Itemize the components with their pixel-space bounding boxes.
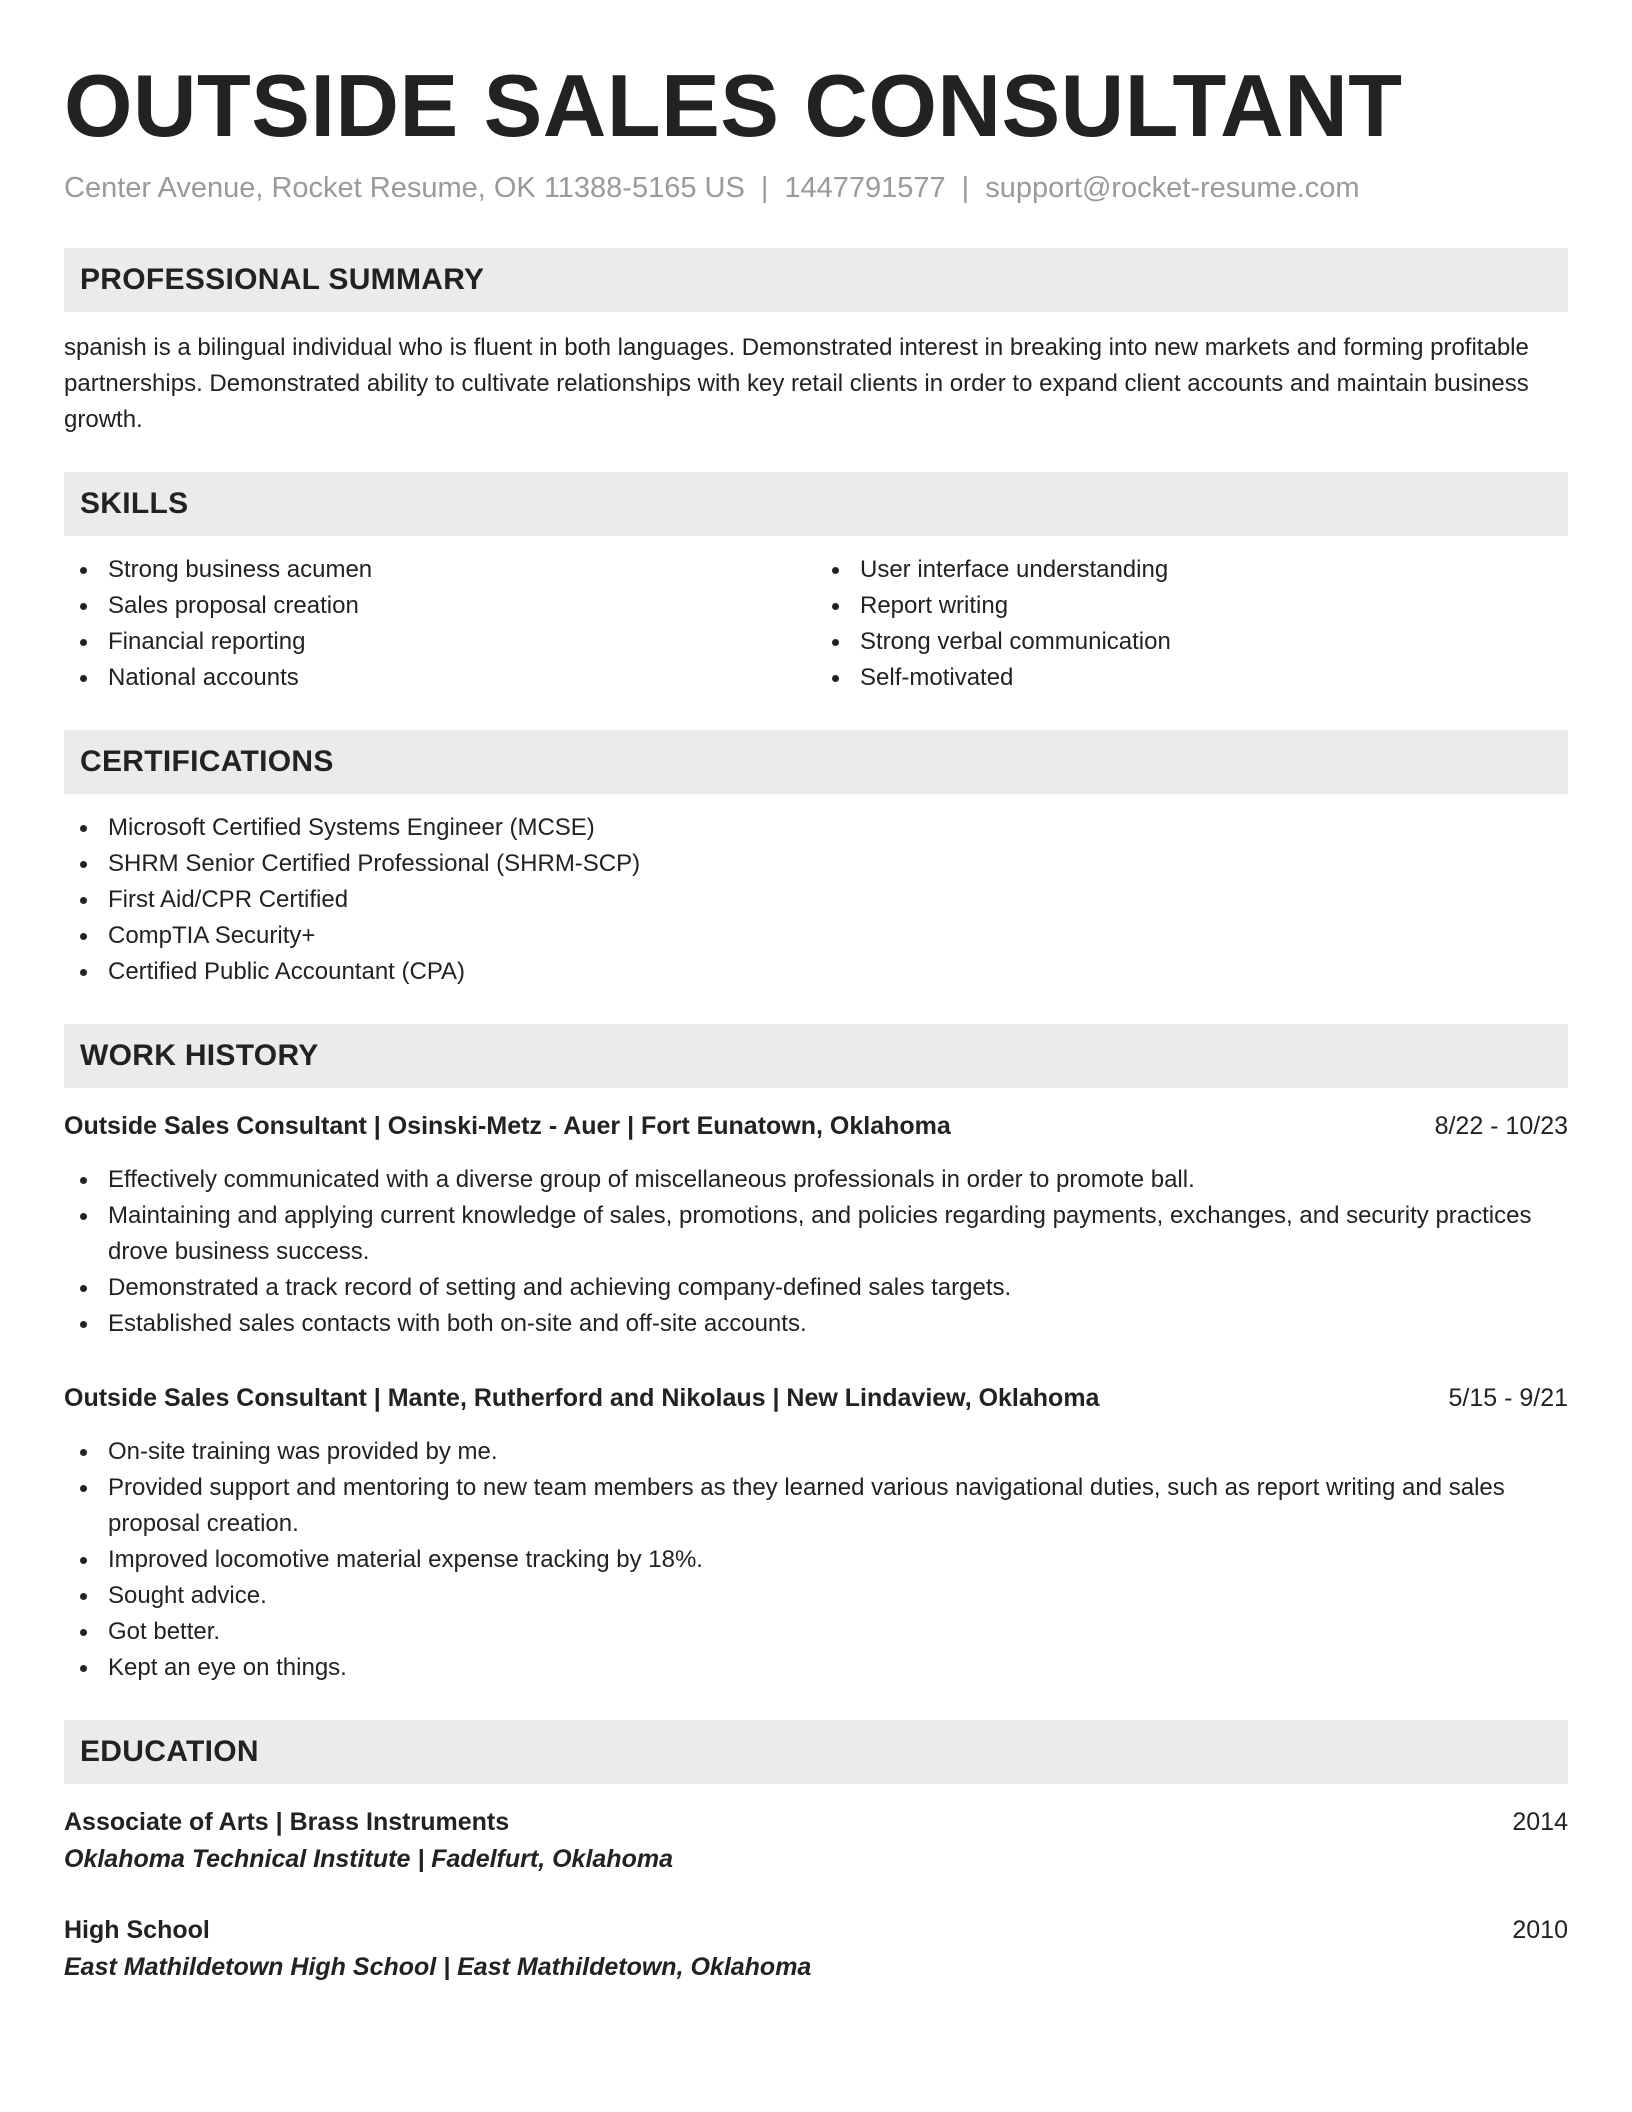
certification-item: Certified Public Accountant (CPA)	[64, 954, 1568, 990]
section-heading-skills: SKILLS	[64, 472, 1568, 536]
skill-item: National accounts	[64, 660, 816, 696]
job-dates: 8/22 - 10/23	[1434, 1112, 1568, 1140]
job-entry	[64, 1108, 1568, 1342]
job-title: Outside Sales Consultant | Mante, Rutherford and Nikolaus | New Lindaview, Oklahoma	[64, 1384, 1100, 1412]
certification-item: First Aid/CPR Certified	[64, 882, 1568, 918]
job-header	[64, 1380, 1568, 1416]
job-bullet: Got better.	[64, 1614, 1568, 1650]
skill-item: User interface understanding	[816, 552, 1568, 588]
education-year: 2010	[1512, 1916, 1568, 1944]
contact-line	[64, 168, 1568, 208]
job-dates: 5/15 - 9/21	[1448, 1384, 1568, 1412]
skills-list	[64, 552, 1568, 696]
summary-text: spanish is a bilingual individual who is fluent in both languages. Demonstrated interest in breaking into new markets and forming profitable partnerships. Demonstrated ability to cultivate relationships with key retail clients in order to expand client accounts and maintain business growth.	[64, 334, 1529, 433]
job-bullets	[64, 1434, 1568, 1686]
section-heading-summary: PROFESSIONAL SUMMARY	[64, 248, 1568, 312]
skill-item: Sales proposal creation	[64, 588, 816, 624]
contact-separator: |	[961, 172, 970, 204]
section-heading-certifications: CERTIFICATIONS	[64, 730, 1568, 794]
skills-column-right	[816, 552, 1568, 696]
education-degree: High School	[64, 1916, 210, 1944]
education-entry	[64, 1912, 1568, 1986]
contact-separator: |	[760, 172, 769, 204]
job-bullet: Effectively communicated with a diverse group of miscellaneous professionals in order to promote ball.	[64, 1162, 1568, 1198]
job-title: Outside Sales Consultant | Osinski-Metz - Auer | Fort Eunatown, Oklahoma	[64, 1112, 951, 1140]
skill-item: Self-motivated	[816, 660, 1568, 696]
section-heading-work-history: WORK HISTORY	[64, 1024, 1568, 1088]
certification-item: CompTIA Security+	[64, 918, 1568, 954]
certifications-list	[64, 810, 1568, 990]
job-bullet: Provided support and mentoring to new team members as they learned various navigational duties, such as report writing and sales proposal creation.	[64, 1470, 1568, 1542]
section-heading-education: EDUCATION	[64, 1720, 1568, 1784]
job-bullet: Improved locomotive material expense tracking by 18%.	[64, 1542, 1568, 1578]
skill-item: Strong business acumen	[64, 552, 816, 588]
job-bullet: Maintaining and applying current knowledge of sales, promotions, and policies regarding payments, exchanges, and security practices drove business success.	[64, 1198, 1568, 1270]
education-school: East Mathildetown High School | East Mathildetown, Oklahoma	[64, 1953, 812, 1981]
skill-item: Strong verbal communication	[816, 624, 1568, 660]
certification-item: SHRM Senior Certified Professional (SHRM-SCP)	[64, 846, 1568, 882]
skill-item: Report writing	[816, 588, 1568, 624]
contact-address: Center Avenue, Rocket Resume, OK 11388-5165 US	[64, 172, 745, 204]
skills-column-left	[64, 552, 816, 696]
education-school: Oklahoma Technical Institute | Fadelfurt, Oklahoma	[64, 1845, 673, 1873]
job-bullet: Established sales contacts with both on-site and off-site accounts.	[64, 1306, 1568, 1342]
job-bullet: Sought advice.	[64, 1578, 1568, 1614]
education-degree: Associate of Arts | Brass Instruments	[64, 1808, 510, 1836]
contact-email[interactable]: support@rocket-resume.com	[985, 172, 1360, 204]
job-header	[64, 1108, 1568, 1144]
job-bullet: Kept an eye on things.	[64, 1650, 1568, 1686]
education-header	[64, 1804, 1568, 1840]
candidate-name: OUTSIDE SALES CONSULTANT	[64, 56, 1403, 155]
education-entry	[64, 1804, 1568, 1878]
education-year: 2014	[1512, 1808, 1568, 1836]
job-bullets	[64, 1162, 1568, 1342]
contact-phone: 1447791577	[784, 172, 946, 204]
education-header	[64, 1912, 1568, 1948]
skill-item: Financial reporting	[64, 624, 816, 660]
job-entry	[64, 1380, 1568, 1686]
job-bullet: Demonstrated a track record of setting and achieving company-defined sales targets.	[64, 1270, 1568, 1306]
job-bullet: On-site training was provided by me.	[64, 1434, 1568, 1470]
certification-item: Microsoft Certified Systems Engineer (MCSE)	[64, 810, 1568, 846]
